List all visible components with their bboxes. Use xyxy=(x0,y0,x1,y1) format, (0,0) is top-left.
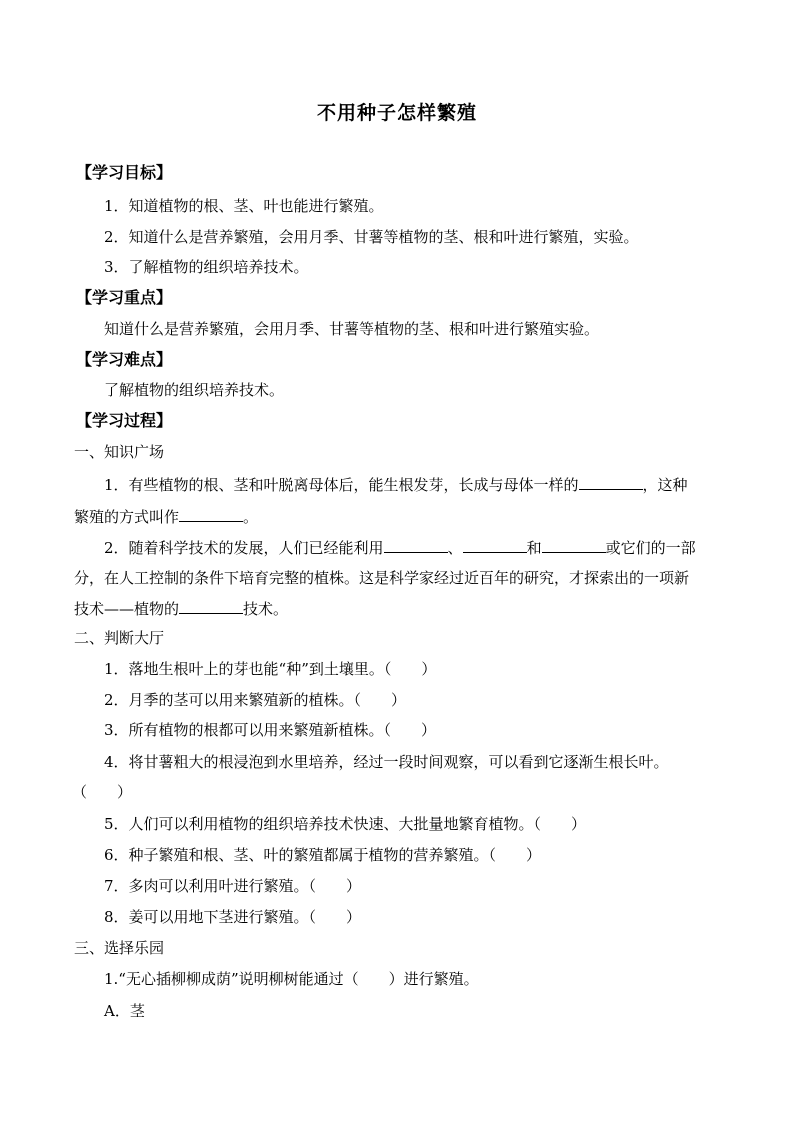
judge-item-1: 1．落地生根叶上的芽也能“种”到土壤里。（ ） xyxy=(104,660,437,678)
judge-item-8: 8．姜可以用地下茎进行繁殖。（ ） xyxy=(104,908,362,926)
choice-option-a: A．茎 xyxy=(104,1002,145,1020)
difficulties-text: 了解植物的组织培养技术。 xyxy=(104,381,285,399)
choice-question-1: 1.“无心插柳柳成荫”说明柳树能通过（ ）进行繁殖。 xyxy=(104,970,479,988)
key-points-text: 知道什么是营养繁殖，会用月季、甘薯等植物的茎、根和叶进行繁殖实验。 xyxy=(104,320,600,338)
goal-item-2: 2．知道什么是营养繁殖，会用月季、甘薯等植物的茎、根和叶进行繁殖，实验。 xyxy=(104,228,639,246)
question-text: 和 xyxy=(526,539,542,557)
answer-blank[interactable] xyxy=(179,598,243,614)
section-1-title: 一、知识广场 xyxy=(74,443,165,461)
answer-blank[interactable] xyxy=(463,537,527,553)
document-title: 不用种子怎样繁殖 xyxy=(316,102,477,124)
fill-question-1-line-1 xyxy=(104,474,794,495)
section-2-title: 二、判断大厅 xyxy=(74,629,165,647)
judge-item-7: 7．多肉可以利用叶进行繁殖。（ ） xyxy=(104,877,362,895)
question-text: 。 xyxy=(243,508,259,526)
judge-item-3: 3．所有植物的根都可以用来繁殖新植株。（ ） xyxy=(104,721,437,739)
answer-blank[interactable] xyxy=(384,537,448,553)
question-text: ，这种 xyxy=(642,476,688,494)
difficulties-heading: 【学习难点】 xyxy=(76,350,173,369)
goals-heading: 【学习目标】 xyxy=(76,163,173,182)
fill-question-2-line-3 xyxy=(74,598,794,619)
question-text: 或它们的一部 xyxy=(605,539,696,557)
question-text: 繁殖的方式叫作 xyxy=(74,508,180,526)
judge-item-2: 2．月季的茎可以用来繁殖新的植株。（ ） xyxy=(104,691,407,709)
fill-question-2-line-1 xyxy=(104,537,794,558)
question-text: 技术——植物的 xyxy=(74,600,180,618)
answer-blank[interactable] xyxy=(542,537,606,553)
section-3-title: 三、选择乐园 xyxy=(74,939,165,957)
judge-item-5: 5．人们可以利用植物的组织培养技术快速、大批量地繁育植物。（ ） xyxy=(104,815,587,833)
answer-blank[interactable] xyxy=(179,506,243,522)
key-points-heading: 【学习重点】 xyxy=(76,288,173,307)
process-heading: 【学习过程】 xyxy=(76,411,173,430)
question-text: 技术。 xyxy=(243,600,289,618)
fill-question-1-line-2 xyxy=(74,506,794,527)
question-text: 1．有些植物的根、茎和叶脱离母体后，能生根发芽，长成与母体一样的 xyxy=(104,476,579,494)
judge-item-4-bracket: （ ） xyxy=(72,783,133,801)
question-text: 、 xyxy=(447,539,463,557)
judge-item-6: 6．种子繁殖和根、茎、叶的繁殖都属于植物的营养繁殖。（ ） xyxy=(104,846,542,864)
judge-item-4: 4．将甘薯粗大的根浸泡到水里培养，经过一段时间观察，可以看到它逐渐生根长叶。 xyxy=(104,753,669,771)
goal-item-3: 3．了解植物的组织培养技术。 xyxy=(104,258,309,276)
fill-question-2-line-2: 分，在人工控制的条件下培育完整的植株。这是科学家经过近百年的研究，才探索出的一项新 xyxy=(74,569,690,587)
goal-item-1: 1．知道植物的根、茎、叶也能进行繁殖。 xyxy=(104,197,384,215)
answer-blank[interactable] xyxy=(579,474,643,490)
question-text: 2．随着科学技术的发展，人们已经能利用 xyxy=(104,539,384,557)
